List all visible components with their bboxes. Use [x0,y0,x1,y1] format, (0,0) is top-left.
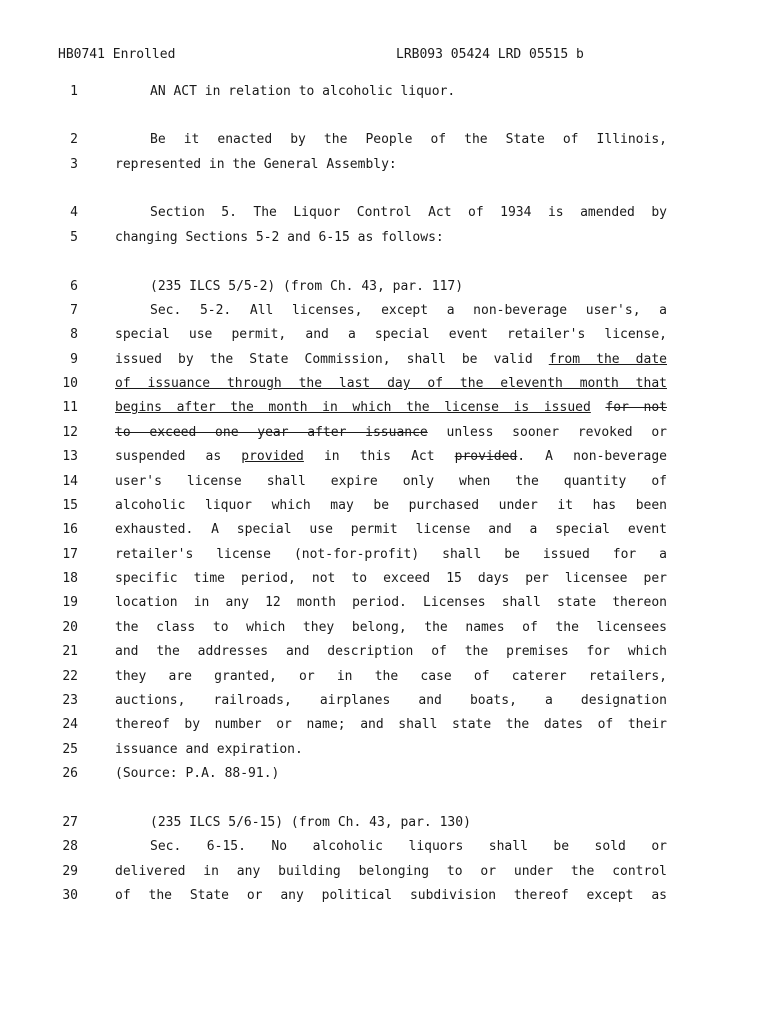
line-number: 28 [62,839,78,854]
line-text [115,888,667,903]
line-number: 8 [70,327,78,342]
line-text [115,327,667,342]
text-segment: of the State or any political subdivision thereof except as [115,888,667,903]
line-text [150,815,667,830]
line-number: 21 [62,644,78,659]
document-line [0,669,770,689]
line-text [115,742,667,757]
text-segment: exhausted. A special use permit license and a special event [115,522,667,537]
line-text [115,669,667,684]
line-number: 5 [70,230,78,245]
text-segment: changing Sections 5-2 and 6-15 as follows: [115,230,444,245]
document-line [0,279,770,299]
document-line [0,693,770,713]
line-text [115,547,667,562]
text-segment: Section 5. The Liquor Control Act of 1934 is amended by [150,205,667,220]
line-number: 7 [70,303,78,318]
line-number: 18 [62,571,78,586]
line-number: 3 [70,157,78,172]
text-segment: (235 ILCS 5/5-2) (from Ch. 43, par. 117) [150,279,464,294]
text-segment: specific time period, not to exceed 15 days per licensee per [115,571,667,586]
text-segment: thereof by number or name; and shall state the dates of their [115,717,667,732]
document-line [0,327,770,347]
document-line [0,132,770,152]
document-line [0,474,770,494]
line-text [115,425,667,440]
inserted-text: from the date [548,352,667,367]
line-text [115,400,667,415]
line-number: 20 [62,620,78,635]
line-number: 17 [62,547,78,562]
text-segment: issued by the State Commission, shall be valid [115,352,549,367]
line-number: 29 [62,864,78,879]
line-number: 2 [70,132,78,147]
document-line [0,571,770,591]
line-number: 25 [62,742,78,757]
text-segment: Sec. 5-2. All licenses, except a non-beverage user's, a [150,303,667,318]
deleted-text: for not [605,400,667,415]
line-text [150,205,667,220]
text-segment: special use permit, and a special event retailer's license, [115,327,667,342]
line-number: 16 [62,522,78,537]
document-line [0,815,770,835]
text-segment [591,400,606,415]
document-line [0,522,770,542]
document-line [0,595,770,615]
line-text [150,132,667,147]
line-text [115,717,667,732]
line-text [115,620,667,635]
text-segment: suspended as [115,449,242,464]
document-line [0,644,770,664]
document-line [0,352,770,372]
line-text [150,303,667,318]
line-number: 6 [70,279,78,294]
text-segment: . A non-beverage [517,449,668,464]
line-number: 23 [62,693,78,708]
line-text [115,766,667,781]
text-segment: Be it enacted by the People of the State of Illinois, [150,132,667,147]
line-number: 24 [62,717,78,732]
line-number: 10 [62,376,78,391]
document-line [0,400,770,420]
line-text [115,522,667,537]
text-segment: retailer's license (not-for-profit) shall be issued for a [115,547,667,562]
deleted-text: to exceed one year after issuance [115,425,428,440]
line-text [115,693,667,708]
line-text [115,376,667,391]
line-number: 19 [62,595,78,610]
line-number: 12 [62,425,78,440]
text-segment: Sec. 6-15. No alcoholic liquors shall be sold or [150,839,667,854]
line-number: 1 [70,84,78,99]
text-segment: delivered in any building belonging to or under the control [115,864,667,879]
text-segment: user's license shall expire only when the quantity of [115,474,667,489]
document-line [0,742,770,762]
document-line [0,547,770,567]
text-segment: AN ACT in relation to alcoholic liquor. [150,84,456,99]
line-text [150,839,667,854]
line-text [115,474,667,489]
document-line [0,766,770,786]
document-line [0,205,770,225]
line-text [115,644,667,659]
document-line [0,864,770,884]
document-line [0,376,770,396]
text-segment: alcoholic liquor which may be purchased under it has been [115,498,667,513]
text-segment: issuance and expiration. [115,742,303,757]
line-number: 11 [62,400,78,415]
line-text [150,279,667,294]
text-segment: (Source: P.A. 88-91.) [115,766,280,781]
inserted-text: of issuance through the last day of the eleventh month that [115,376,667,391]
document-line [0,717,770,737]
document-line [0,620,770,640]
inserted-text: provided [241,449,304,464]
text-segment: the class to which they belong, the names of the licensees [115,620,667,635]
document-line [0,157,770,177]
line-number: 27 [62,815,78,830]
bill-number: HB0741 Enrolled [58,47,176,62]
inserted-text: begins after the month in which the license is issued [115,400,591,415]
line-text [115,571,667,586]
line-number: 30 [62,888,78,903]
line-text [115,595,667,610]
line-text [115,449,667,464]
text-segment: (235 ILCS 5/6-15) (from Ch. 43, par. 130) [150,815,471,830]
lrb-reference: LRB093 05424 LRD 05515 b [396,47,584,62]
text-segment: they are granted, or in the case of caterer retailers, [115,669,667,684]
line-text [115,498,667,513]
line-number: 9 [70,352,78,367]
line-number: 13 [62,449,78,464]
document-line [0,84,770,104]
document-line [0,449,770,469]
line-text [115,230,667,245]
text-segment: in this Act [303,449,455,464]
deleted-text: provided [454,449,518,464]
line-text [115,352,667,367]
line-number: 26 [62,766,78,781]
line-number: 22 [62,669,78,684]
document-line [0,888,770,908]
document-line [0,498,770,518]
line-text [115,157,667,172]
text-segment: unless sooner revoked or [427,425,668,440]
document-line [0,839,770,859]
text-segment: location in any 12 month period. Licenses shall state thereon [115,595,667,610]
line-number: 14 [62,474,78,489]
document-line [0,230,770,250]
document-line [0,303,770,323]
line-text [115,864,667,879]
line-text [150,84,667,99]
line-number: 4 [70,205,78,220]
text-segment: auctions, railroads, airplanes and boats, a designation [115,693,667,708]
line-number: 15 [62,498,78,513]
document-line [0,425,770,445]
text-segment: represented in the General Assembly: [115,157,397,172]
text-segment: and the addresses and description of the premises for which [115,644,667,659]
